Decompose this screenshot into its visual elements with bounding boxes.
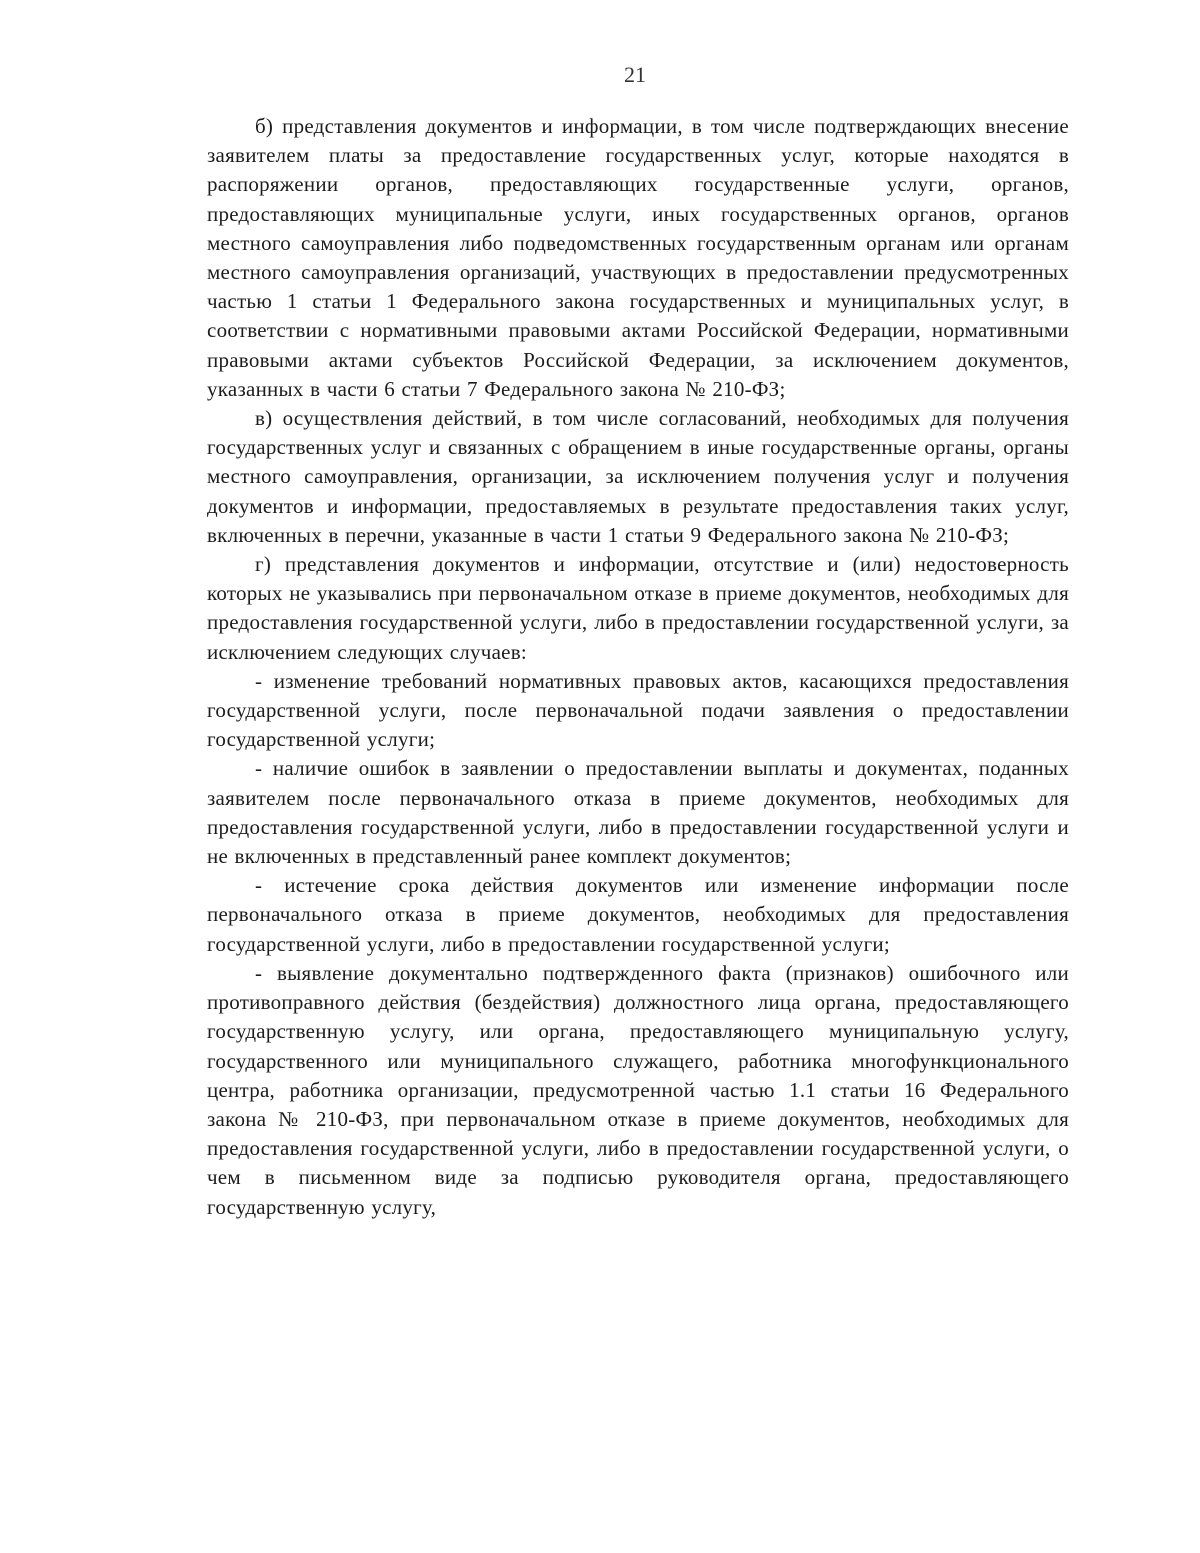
paragraph-v: в) осуществления действий, в том числе согласований, необходимых для получения государственных услуг и связанных с обращением в иные государственные органы, органы местного самоуправления, организации, за исключением получения услуг и получения документов и информации, предоставляемых в результате предоставления таких услуг, включенных в перечни, указанные в части 1 статьи 9 Федерального закона № 210-ФЗ; [207,406,1069,547]
paragraph-b: б) представления документов и информации, в том числе подтверждающих внесение заявителем платы за предоставление государственных услуг, которые находятся в распоряжении органов, предоставляющих государственные услуги, органов, предоставляющих муниципальные услуги, иных государственных органов, органов местного самоуправления либо подведомственных государственным органам или органам местного самоуправления организаций, участвующих в предоставлении предусмотренных частью 1 статьи 1 Федерального закона государственных и муниципальных услуг, в соответствии с нормативными правовыми актами Российской Федерации, нормативными правовыми актами субъектов Российской Федерации, за исключением документов, указанных в части 6 статьи 7 Федерального закона № 210-ФЗ; [207,114,1069,401]
list-item-requirements-change: - изменение требований нормативных правовых актов, касающихся предоставления государственной услуги, после первоначальной подачи заявления о предоставлении государственной услуги; [207,668,1069,752]
page-number: 21 [624,62,646,87]
list-item-errors-in-application: - наличие ошибок в заявлении о предоставлении выплаты и документах, поданных заявителем после первоначального отказа в приеме документов, необходимых для предоставления государственной услуги, либо в предоставлении государственной услуги и не включенных в представленный ранее комплект документов; [207,756,1069,869]
list-item-document-expiry: - истечение срока действия документов или изменение информации после первоначального отказа в приеме документов, необходимых для предоставления государственной услуги, либо в предоставлении государственной услуги; [207,873,1069,956]
list-item-erroneous-action: - выявление документально подтвержденного факта (признаков) ошибочного или противоправного действия (бездействия) должностного лица органа, предоставляющего государственную услугу, или органа, предоставляющего муниципальную услугу, государственного или муниципального служащего, работника многофункционального центра, работника организации, предусмотренной частью 1.1 статьи 16 Федерального закона № 210-ФЗ, при первоначальном отказе в приеме документов, необходимых для предоставления государственной услуги, либо в предоставлении государственной услуги, о чем в письменном виде за подписью руководителя органа, предоставляющего государственную услугу, [207,960,1069,1219]
paragraph-g: г) представления документов и информации, отсутствие и (или) недостоверность которых не указывались при первоначальном отказе в приеме документов, необходимых для предоставления государственной услуги, либо в предоставлении государственной услуги, за исключением следующих случаев: [207,552,1069,664]
document-body [207,112,1069,1222]
